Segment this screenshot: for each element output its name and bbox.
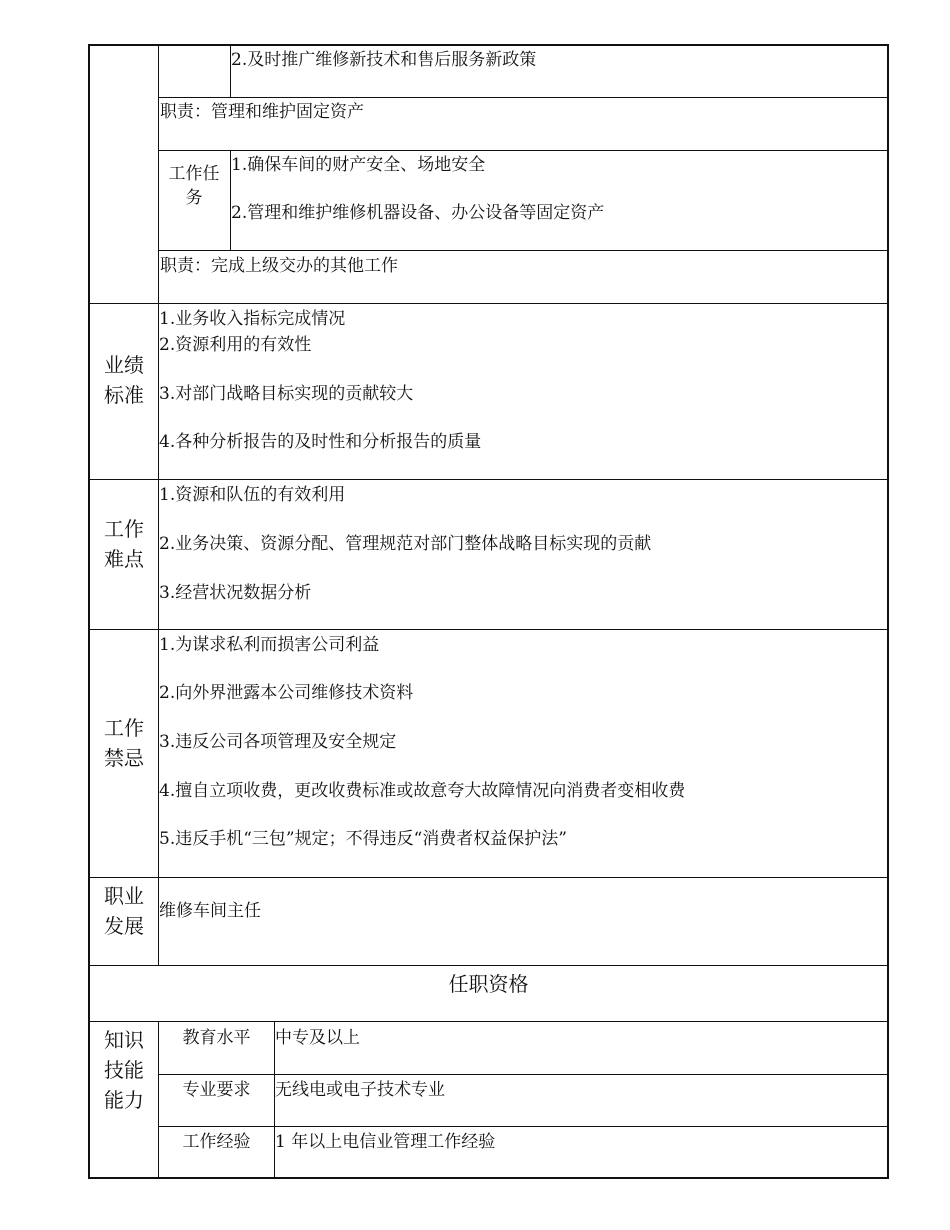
row-divider bbox=[88, 479, 889, 480]
task-item: 2.管理和维护维修机器设备、办公设备等固定资产 bbox=[231, 203, 605, 223]
list-item: 2.业务决策、资源分配、管理规范对部门整体战略目标实现的贡献 bbox=[159, 534, 652, 554]
row-divider bbox=[88, 629, 889, 630]
qual-label: 专业要求 bbox=[182, 1080, 251, 1100]
qual-value: 中专及以上 bbox=[275, 1028, 360, 1048]
career-value: 维修车间主任 bbox=[159, 901, 261, 921]
section-header-qualifications: 任职资格 bbox=[448, 972, 529, 996]
section-label-difficulties: 工作难点 bbox=[104, 517, 144, 571]
row-divider bbox=[88, 877, 889, 878]
label-column-divider bbox=[158, 1021, 159, 1179]
qual-label: 教育水平 bbox=[182, 1028, 251, 1048]
section-label-knowledge-skills: 知识技能能力 bbox=[104, 1028, 144, 1112]
row-divider bbox=[159, 97, 889, 98]
row-divider bbox=[159, 1074, 889, 1075]
task-label: 工作任务 bbox=[168, 164, 220, 208]
qual-value: 无线电或电子技术专业 bbox=[275, 1080, 445, 1100]
qual-label: 工作经验 bbox=[182, 1132, 251, 1152]
section-label-prohibitions: 工作禁忌 bbox=[104, 716, 144, 770]
row-divider bbox=[159, 150, 889, 151]
row-divider bbox=[88, 965, 889, 966]
row-divider bbox=[159, 250, 889, 251]
list-item: 2.向外界泄露本公司维修技术资料 bbox=[159, 683, 414, 703]
section-label-performance: 业绩标准 bbox=[104, 353, 144, 407]
row-divider bbox=[88, 303, 889, 304]
list-item: 4.各种分析报告的及时性和分析报告的质量 bbox=[159, 432, 482, 452]
list-item: 5.违反手机“三包”规定；不得违反“消费者权益保护法” bbox=[159, 829, 567, 849]
list-item: 2.资源利用的有效性 bbox=[159, 335, 312, 355]
duty-title: 职责：完成上级交办的其他工作 bbox=[160, 256, 398, 276]
qual-value: 1 年以上电信业管理工作经验 bbox=[275, 1132, 496, 1152]
list-item: 1.业务收入指标完成情况 bbox=[159, 309, 346, 329]
list-item: 1.为谋求私利而损害公司利益 bbox=[159, 635, 380, 655]
row-divider bbox=[88, 1021, 889, 1022]
row-divider bbox=[159, 1126, 889, 1127]
list-item: 3.对部门战略目标实现的贡献较大 bbox=[159, 384, 414, 404]
list-item: 3.经营状况数据分析 bbox=[159, 583, 312, 603]
section-label-career: 职业发展 bbox=[104, 884, 144, 938]
list-item: 1.资源和队伍的有效利用 bbox=[159, 485, 346, 505]
task-item: 1.确保车间的财产安全、场地安全 bbox=[231, 155, 486, 175]
duty-title: 职责：管理和维护固定资产 bbox=[160, 102, 364, 122]
task-item: 2.及时推广维修新技术和售后服务新政策 bbox=[231, 50, 537, 70]
list-item: 4.擅自立项收费，更改收费标准或故意夸大故障情况向消费者变相收费 bbox=[159, 781, 686, 801]
list-item: 3.违反公司各项管理及安全规定 bbox=[159, 732, 397, 752]
